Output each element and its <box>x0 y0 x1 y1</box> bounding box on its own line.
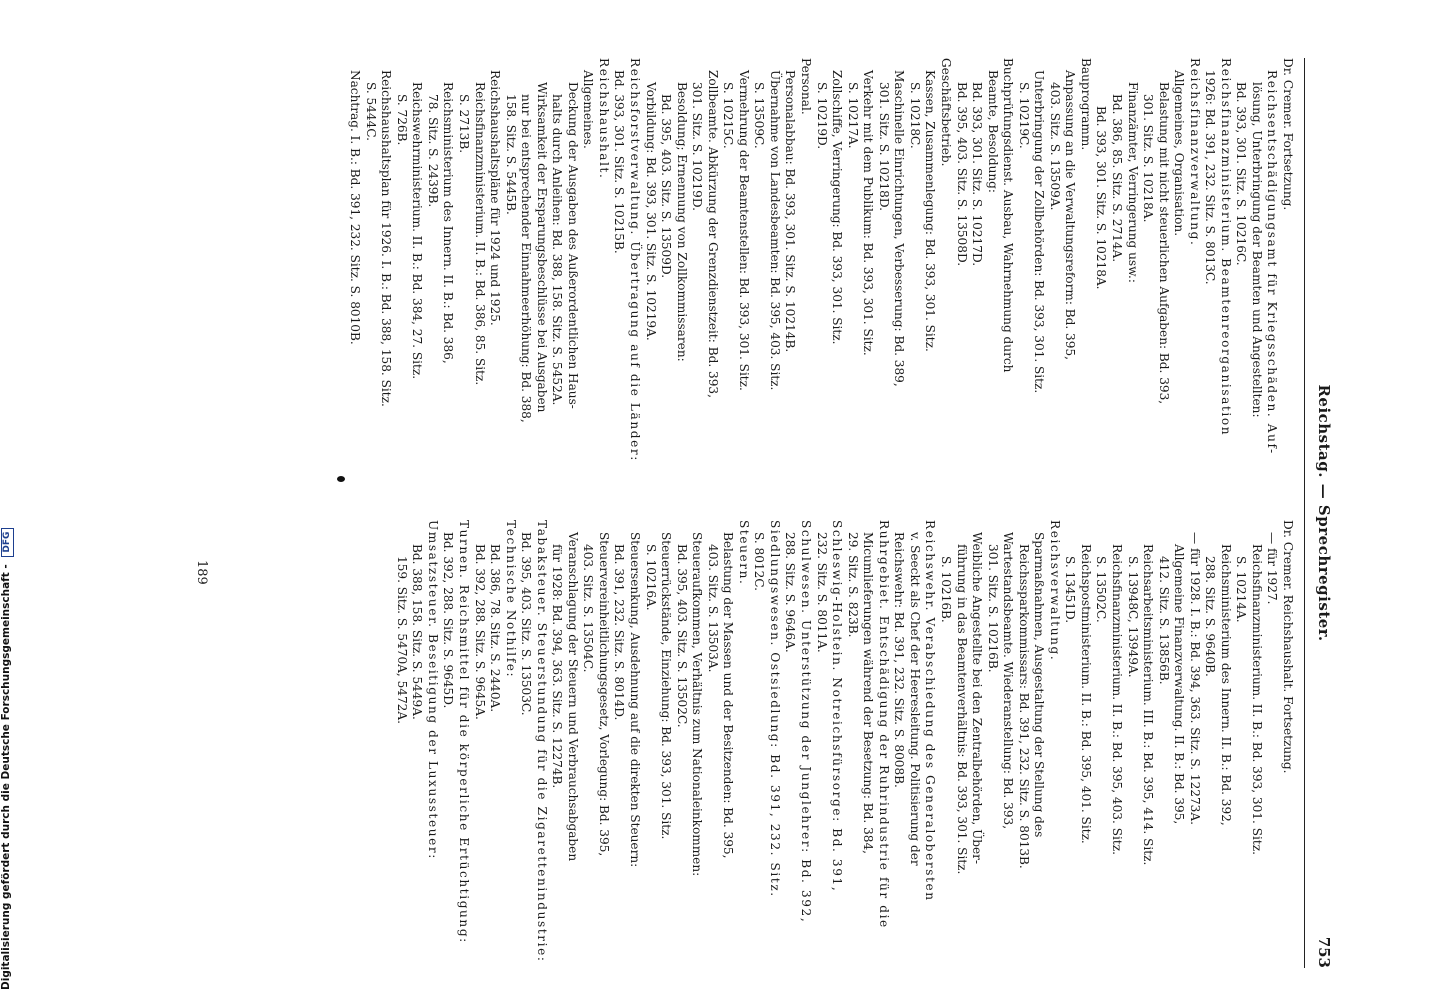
left-entry-line: 1926: Bd. 391, 232. Sitz. S. 8013C. <box>1203 70 1218 285</box>
left-entry-line: Bd. 393, 301. Sitz. S. 10215B. <box>612 70 627 254</box>
right-entry-line: Reichsverwaltung. <box>1047 520 1062 662</box>
folio-number: 189 <box>194 560 209 585</box>
right-entry-line: Reichsfinanzministerium. II. B.: Bd. 395, 403. Sitz. <box>1109 544 1124 855</box>
left-entry-line: 301. Sitz. S. 10218A. <box>1141 94 1156 223</box>
left-entry-line: Vorbildung: Bd. 393, 301. Sitz. S. 10219A. <box>643 82 658 341</box>
left-entry-line: Anpassung an die Verwaltungsreform: Bd. 395, <box>1063 70 1078 360</box>
right-entry-line: 232. Sitz. S. 8011A. <box>814 532 829 653</box>
right-entry-line: Dr. Cremer. Reichshaushalt. Fortsetzung. <box>1281 520 1295 774</box>
left-entry-line: S. 10219D. <box>814 82 829 150</box>
right-entry-line: S. 10216A. <box>643 544 658 611</box>
right-entry-line: Reichswehr. Verabschiedung des Generalobersten <box>923 520 938 902</box>
left-entry-line: Allgemeines. <box>581 70 596 149</box>
ink-dot <box>337 476 345 482</box>
left-entry-line: 158. Sitz. S. 5445B. <box>503 94 518 215</box>
left-entry-line: Reichsfinanzministerium. Beamtenreorganisation <box>1218 58 1233 437</box>
left-entry-line: Zollschiffe, Verringerung: Bd. 393, 301. Sitz. <box>830 70 845 345</box>
left-entry-line: Reichsforstverwaltung. Übertragung auf die Länder: <box>628 58 643 462</box>
right-entry-line: Bd. 386, 78. Sitz. S. 2440A. <box>488 544 503 713</box>
left-entry-line: 403. Sitz. S. 13509A. <box>1047 82 1062 211</box>
right-entry-line: Bd. 388, 158. Sitz. S. 5449A. <box>410 544 425 720</box>
left-entry-line: Buchprüfungsdienst. Ausbau, Wahrnehmung durch <box>1001 58 1016 373</box>
right-entry-line: Reichswehr: Bd. 391, 232. Sitz. S. 8008B. <box>892 532 907 788</box>
right-entry-line: Steuersenkung, Ausdehnung auf die direkten Steuern: <box>628 532 643 868</box>
left-entry-line: halts durch Anleihen: Bd. 388, 158. Sitz. S. 5452A. <box>550 94 565 406</box>
right-entry-line: Belastung der Massen und der Besitzenden: Bd. 395, <box>721 532 736 859</box>
scanned-page <box>150 0 1345 1000</box>
left-entry-line: Finanzämter, Verringerung usw.: <box>1125 82 1140 283</box>
left-entry-line: lösung, Unterbringung der Beamten und Angestellten: <box>1249 82 1264 418</box>
page-number: 753 <box>1315 936 1333 968</box>
right-entry-line: v. Seeckt als Chef der Heeresleitung. Politisierung der <box>907 532 922 866</box>
right-entry-line: Bd. 391, 232. Sitz. S. 8014D. <box>612 544 627 721</box>
right-entry-line: für 1928: Bd. 394, 363. Sitz. S. 12274B. <box>550 544 565 789</box>
right-entry-line: Steuern. <box>736 520 751 586</box>
right-entry-line: 288. Sitz. S. 9646A. <box>783 532 798 653</box>
left-entry-line: Dr. Cremer. Fortsetzung. <box>1281 58 1295 211</box>
right-entry-line: — für 1927. <box>1265 532 1280 605</box>
left-entry-line: Personalabbau: Bd. 393, 301. Sitz. S. 10214B. <box>783 70 798 353</box>
left-entry-line: Reichshaushaltsplan für 1926. I. B.: Bd. 388, 158. Sitz. <box>379 70 394 407</box>
right-entry-line: Ruhrgebiet. Entschädigung der Ruhrindustrie für die <box>876 520 891 929</box>
right-entry-line: Reichsministerium des Innern. II. B.: Bd. 392, <box>1218 544 1233 826</box>
right-entry-line: Steueraufkommen, Verhältnis zum Nationaleinkommen: <box>690 532 705 877</box>
left-entry-line: S. 5444C. <box>363 82 378 141</box>
left-entry-line: Reichsentschädigungsamt für Kriegsschäden. Auf- <box>1265 70 1280 455</box>
left-entry-line: Nachtrag. I. B.: Bd. 391, 232. Sitz. S. 8010B. <box>348 70 363 345</box>
left-entry-line: Maschinelle Einrichtungen, Verbesserung: Bd. 389, <box>892 70 907 387</box>
left-entry-line: Geschäftsbetrieb. <box>938 58 953 167</box>
left-entry-line: 301. Sitz. S. 10218D. <box>876 82 891 211</box>
right-entry-line: Umsatzsteuer. Beseitigung der Luxussteuer: <box>425 520 440 860</box>
left-entry-line: S. 13509C. <box>752 82 767 149</box>
right-entry-line: Allgemeine Finanzverwaltung. II. B.: Bd. 395, <box>1172 544 1187 825</box>
left-entry-line: Kassen, Zusammenlegung: Bd. 393, 301. Sitz. <box>923 70 938 352</box>
right-entry-line: S. 10216B. <box>938 556 953 623</box>
left-entry-line: Belastung mit nicht steuerlichen Aufgaben: Bd. 393, <box>1156 82 1171 405</box>
right-entry-line: — für 1928. I. B.: Bd. 394, 363. Sitz. S. 12273A. <box>1187 532 1202 825</box>
right-entry-line: Technische Nothilfe: <box>503 520 518 679</box>
left-entry-line: S. 10215C. <box>721 82 736 149</box>
right-entry-line: S. 10214A. <box>1234 556 1249 623</box>
left-entry-line: Besoldung; Ernennung von Zollkommissaren: <box>674 82 689 362</box>
running-header <box>1307 58 1333 968</box>
right-entry-line: 403. Sitz. S. 13504C. <box>581 544 596 673</box>
right-entry-line: Reichssparkommissars: Bd. 391, 232. Sitz. S. 8013B. <box>1016 544 1031 869</box>
left-entry-line: Bd. 393, 301. Sitz. S. 10218A. <box>1094 106 1109 290</box>
left-entry-line: Bauprogramm. <box>1078 58 1093 151</box>
digitization-credit <box>0 0 18 1000</box>
left-entry-line: Personal. <box>799 58 814 115</box>
left-entry-line: Reichsministerium des Innern. II. B.: Bd. 386, <box>441 82 456 364</box>
right-entry-line: 159. Sitz. S. 5470A, 5472A. <box>394 556 409 724</box>
left-entry-line: Beamte, Besoldung: <box>985 70 1000 193</box>
left-entry-line: nur bei entsprechender Einnahmeerhöhung: Bd. 388, <box>519 94 534 423</box>
left-entry-line: Reichshaushaltspläne für 1924 und 1925. <box>488 70 503 326</box>
right-entry-line: 301. Sitz. S. 10216B. <box>985 544 1000 673</box>
right-entry-line: Wartestandsbeamte. Wiederanstellung: Bd. 393, <box>1001 532 1016 830</box>
dfg-logo: DFG <box>1 528 14 557</box>
right-entry-line: Sparmaßnahmen, Ausgestaltung der Stellung des <box>1032 532 1047 838</box>
credit-text: Digitalisierung gefördert durch die Deutsche Forschungsgemeinschaft - <box>0 564 12 990</box>
right-entry-line: 412. Sitz. S. 13856B. <box>1156 556 1171 685</box>
left-entry-line: S. 10219C. <box>1016 82 1031 149</box>
right-entry-line: Reichsarbeitsministerium. III. B.: Bd. 395, 414. Sitz. <box>1141 544 1156 866</box>
right-entry-line: Veranschlagung der Steuern und Verbrauchsabgaben <box>565 532 580 862</box>
right-entry-line: 29. Sitz. S. 823B. <box>845 532 860 638</box>
right-entry-line: Reichspostministerium. II. B.: Bd. 395, 401. Sitz. <box>1078 544 1093 844</box>
running-title: Reichstag. — Sprechregister. <box>1315 384 1333 642</box>
right-column <box>265 520 1295 968</box>
right-entry-line: 403. Sitz. S. 13503A. <box>705 544 720 673</box>
right-entry-line: Bd. 395, 403. Sitz. S. 13502C. <box>674 544 689 728</box>
left-entry-line: Zollbeamte. Abkürzung der Grenzdienstzeit: Bd. 393, <box>705 70 720 398</box>
right-entry-line: S. 13451D. <box>1063 556 1078 624</box>
right-entry-line: Schulwesen. Unterstützung der Junglehrer: Bd. 392, <box>799 520 814 924</box>
right-entry-line: Reichsfinanzministerium. II. B.: Bd. 393, 301. Sitz. <box>1249 544 1264 855</box>
right-entry-line: S. 13948C, 13949A. <box>1125 556 1140 678</box>
left-entry-line: Reichshaushalt. <box>596 58 611 180</box>
right-entry-line: Steuerrückstände, Einziehung: Bd. 393, 301. Sitz. <box>659 532 674 840</box>
left-entry-line: 78. Sitz. S. 2439B. <box>425 94 440 208</box>
left-entry-line: S. 10217A. <box>845 82 860 149</box>
right-entry-line: Micumlieferungen während der Besetzung: Bd. 384, <box>861 532 876 855</box>
left-entry-line: Übernahme von Landesbeamten: Bd. 395, 403. Sitz. <box>767 70 782 391</box>
left-column <box>265 58 1295 483</box>
left-entry-line: Reichswehrministerium. II. B.: Bd. 384, 27. Sitz. <box>410 82 425 380</box>
left-entry-line: Reichsfinanzministerium. II. B.: Bd. 386, 85. Sitz. <box>472 82 487 386</box>
header-rule <box>1304 58 1305 968</box>
left-entry-line: Bd. 393, 301. Sitz. S. 10217D. <box>970 82 985 267</box>
left-entry-line: Deckung der Ausgaben des Außerordentlichen Haus- <box>565 82 580 409</box>
right-entry-line: Siedlungswesen. Ostsiedlung: Bd. 391, 232. Sitz. <box>767 520 782 898</box>
left-entry-line: Vermehrung der Beamtenstellen: Bd. 393, 301. Sitz. <box>736 70 751 391</box>
left-entry-line: Allgemeines, Organisation. <box>1172 70 1187 237</box>
right-entry-line: Bd. 392, 288. Sitz. S. 9645A. <box>472 544 487 720</box>
left-entry-line: Verkehr mit dem Publikum: Bd. 393, 301. Sitz. <box>861 70 876 356</box>
left-entry-line: 301. Sitz. S. 10219D. <box>690 82 705 211</box>
left-entry-line: S. 10218C. <box>907 82 922 149</box>
left-entry-line: S. 726B. <box>394 94 409 146</box>
right-entry-line: Tabaksteuer. Steuerstundung für die Zigarettenindustrie: <box>534 520 549 963</box>
right-entry-line: Bd. 395, 403. Sitz. S. 13503C. <box>519 532 534 716</box>
right-entry-line: Turnen. Reichsmittel für die körperliche Ertüchtigung: <box>457 520 472 944</box>
right-entry-line: Bd. 392, 288. Sitz. S. 9645D. <box>441 532 456 709</box>
right-entry-line: Weibliche Angestellte bei den Zentralbehörden, Über- <box>970 532 985 865</box>
left-entry-line: Bd. 395, 403. Sitz. S. 13508D. <box>954 82 969 267</box>
right-entry-line: Schleswig-Holstein. Notreichsfürsorge: Bd. 391, <box>830 520 845 893</box>
right-entry-line: Steuervereinheitlichungsgesetz, Vorlegung: Bd. 395, <box>596 532 611 857</box>
left-entry-line: Bd. 395, 403. Sitz. S. 13509D. <box>659 94 674 279</box>
left-entry-line: Unterbringung der Zollbehörden: Bd. 393, 301. Sitz. <box>1032 70 1047 394</box>
right-entry-line: S. 8012C. <box>752 532 767 591</box>
left-entry-line: Bd. 386, 85. Sitz. S. 2714A. <box>1109 94 1124 263</box>
left-entry-line: Reichsfinanzverwaltung. <box>1187 58 1202 247</box>
right-entry-line: 288. Sitz. S. 9640B. <box>1203 556 1218 677</box>
left-entry-line: Bd. 393, 301. Sitz. S. 10216C. <box>1234 82 1249 266</box>
right-entry-line: führung in das Beamtenverhältnis: Bd. 393, 301. Sitz. <box>954 544 969 875</box>
left-entry-line: Wirksamkeit der Ersparungsbeschlüsse bei Ausgaben <box>534 82 549 413</box>
left-entry-line: S. 2713B. <box>457 94 472 154</box>
right-entry-line: S. 13502C. <box>1094 556 1109 623</box>
